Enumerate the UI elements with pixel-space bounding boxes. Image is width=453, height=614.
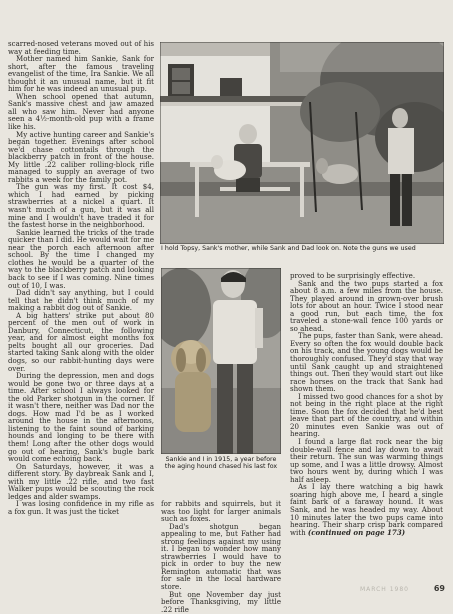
photo-boy-image bbox=[161, 268, 281, 454]
article-paragraph: Dad didn't say anything, but I could tell that he didn't think much of my making a rabbit dog out of Sankie. bbox=[8, 288, 154, 313]
article-paragraph: I missed two good chances for a shot by not being in the right place at the right time. Soon the fox decided that he'd best leave that part of the country, and within 20 minutes even Sankie was out of hearing. bbox=[290, 391, 443, 439]
article-paragraph: for rabbits and squirrels, but it was too light for larger animals such as foxes. bbox=[161, 499, 281, 524]
photo-family-with-hounds bbox=[160, 42, 444, 244]
article-paragraph: On Saturdays, however, it was a different story. By daybreak Sank and I, with my little .22 rifle, and two fast Walker pups would be scouting the rock ledges and alder swamps. bbox=[8, 461, 154, 501]
article-column-1 bbox=[8, 40, 154, 515]
article-paragraph: scarred-nosed veterans moved out of his way at feeding time. bbox=[8, 39, 154, 56]
photo-boy-with-hound bbox=[161, 268, 281, 454]
article-column-3 bbox=[290, 272, 443, 536]
article-paragraph: proved to be surprisingly effective. bbox=[290, 271, 416, 280]
article-paragraph: I was losing confidence in my rifle as a fox gun. It was just the ticket bbox=[8, 499, 154, 516]
footer-issue-date: MARCH 1980 bbox=[359, 586, 409, 593]
continued-note: (continued on page 173) bbox=[307, 527, 406, 537]
article-paragraph: Dad's shotgun began appealing to me, but Father had strong feelings against my using it. I began to wonder how many strawberries I would have to pick in order to buy the new Remington automatic that was for sale in the local hardware store. bbox=[161, 521, 281, 592]
article-paragraph: When school opened that autumn, Sank's massive chest and jaw amazed all who saw him. Never had anyone seen a 4½-month-old pup with a frame like his. bbox=[8, 91, 154, 132]
article-paragraph: Sank and the two pups started a fox about 8 a.m. a few miles from the house. They played around in grown-over brush lots for about an hour. Twice I stood near a good run, but each time, the fox traveled a stone-wall fence 100 yards or so ahead. bbox=[290, 278, 443, 333]
article-paragraph: As I lay there watching a big hawk soaring high above me, I heard a single faint bark of a faraway hound. It was Sank, and he was headed my way. About 10 minutes later the two pups came into hearing. Their sharp crisp bark compared with (continued on page 173) bbox=[290, 482, 443, 537]
bleed-through-text bbox=[290, 260, 444, 270]
article-paragraph: My active hunting career and Sankie's began together. Evenings after school we'd chase cottontails through the blackberry patch in front of the house. My little .22 caliber rolling-block rifle managed to supply an average of two rabbits a week for the family pot. bbox=[8, 129, 154, 184]
article-paragraph: Sankie learned the tricks of the trade quicker than I did. He would wait for me near the porch each afternoon after school. By the time I changed my clothes he would be a quarter of the way to the blackberry patch and looking back to see if I was coming. Nine times out of 10, I was. bbox=[8, 227, 154, 290]
photo-caption-middle: Sankie and I in 1915, a year before the aging hound chased his last fox bbox=[164, 456, 278, 471]
article-paragraph: During the depression, men and dogs would be gone two or three days at a time. After school I always looked for the old Parker shotgun in the corner. If it wasn't there, neither was Dad nor the dogs. How mad I'd be as I worked around the house in the afternoons, listening to the faint sound of barking hounds and longing to be there with them! Long after the other dogs would go out of hearing, Sank's bugle bark would come echoing back. bbox=[8, 371, 154, 464]
article-paragraph: I found a large flat rock near the big double-wall fence and lay down to await their return. The sun was warming things up some, and I was a little drowsy. Almost two hours went by, during which I was half asleep. bbox=[290, 437, 443, 484]
photo-caption-top: I hold Topsy, Sank's mother, while Sank and Dad look on. Note the guns we used bbox=[161, 245, 416, 252]
article-paragraph: But one November day just before Thanksgiving, my little .22 rifle bbox=[161, 589, 281, 614]
article-column-2 bbox=[161, 500, 281, 613]
article-paragraph: A big hatters' strike put about 80 percent of the men out of work in Danbury, Connecticut, the following year, and for almost eight months fox pelts bought all our groceries. Dad started taking Sank along with the older dogs, so our rabbit-hunting days were over. bbox=[8, 310, 154, 373]
article-paragraph: The pups, faster than Sank, were ahead. Every so often the fox would double back on his track, and the young dogs would be thoroughly confused. They'd stay that way until Sank caught up and straightened things out. Then they would start out like race horses on the track that Sank had shown them. bbox=[290, 331, 443, 394]
article-paragraph: The gun was my first. It cost $4, which I had earned by picking strawberries at a nickel a quart. It wasn't much of a gun, but it was all mine and I wouldn't have traded it for the fastest horse in the neighborhood. bbox=[8, 182, 154, 230]
photo-family-image bbox=[160, 42, 444, 244]
article-paragraph: Mother named him Sankie, Sank for short, after the famous traveling evangelist of the time, Ira Sankie. We all thought it an unusual name, but it fit him for he was indeed an unusual pup. bbox=[8, 54, 154, 94]
page-number: 69 bbox=[433, 584, 445, 593]
